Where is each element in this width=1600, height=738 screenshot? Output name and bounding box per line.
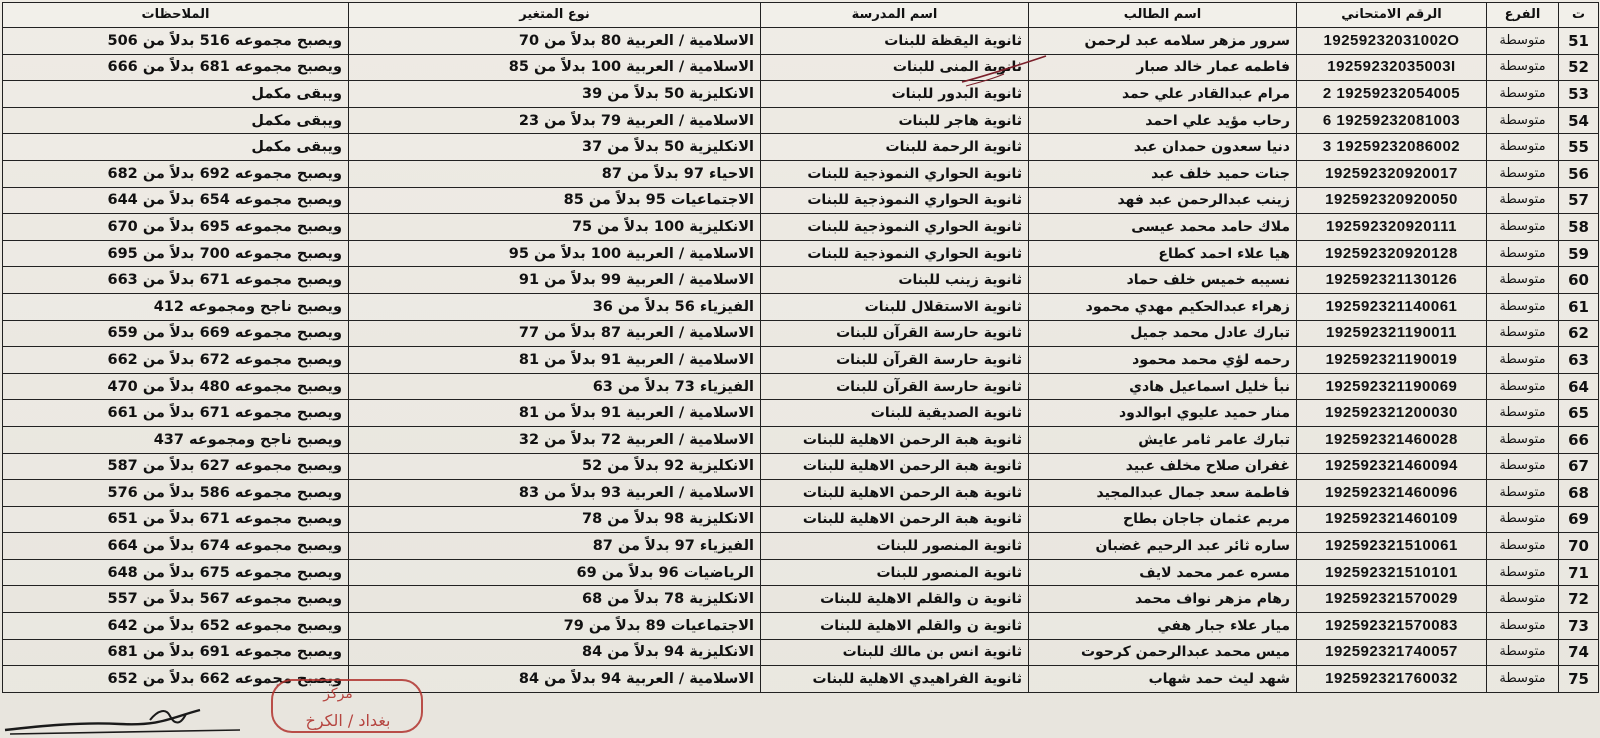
row-number: 58 xyxy=(1559,214,1599,241)
branch-cell: متوسطة xyxy=(1487,480,1559,507)
table-row xyxy=(3,320,1599,347)
change-type-cell: الانكليزية 100 بدلاً من 75 xyxy=(349,214,761,241)
student-name-cell: مسره عمر محمد لايف xyxy=(1029,559,1297,586)
branch-cell: متوسطة xyxy=(1487,506,1559,533)
exam-number-cell: 192592321130126 xyxy=(1297,267,1487,294)
student-name-cell: ميس محمد عبدالرحمن كرحوت xyxy=(1029,639,1297,666)
row-number: 62 xyxy=(1559,320,1599,347)
notes-cell: ويصبح مجموعه 671 بدلاً من 651 xyxy=(3,506,349,533)
row-number: 51 xyxy=(1559,28,1599,55)
exam-number-cell: 192592320920017 xyxy=(1297,160,1487,187)
change-type-cell: الانكليزية 94 بدلاً من 84 xyxy=(349,639,761,666)
school-name-cell: ثانوية هبة الرحمن الاهلية للبنات xyxy=(761,453,1029,480)
student-name-cell: مرام عبدالقادر علي حمد xyxy=(1029,81,1297,108)
row-number: 59 xyxy=(1559,240,1599,267)
row-number: 71 xyxy=(1559,559,1599,586)
change-type-cell: الاسلامية / العربية 100 بدلاً من 95 xyxy=(349,240,761,267)
row-number: 53 xyxy=(1559,81,1599,108)
notes-cell: ويصبح مجموعه 567 بدلاً من 557 xyxy=(3,586,349,613)
notes-cell: ويصبح مجموعه 654 بدلاً من 644 xyxy=(3,187,349,214)
table-row xyxy=(3,240,1599,267)
school-name-cell: ثانوية الحواري النموذجية للبنات xyxy=(761,187,1029,214)
row-number: 61 xyxy=(1559,293,1599,320)
table-row xyxy=(3,400,1599,427)
school-name-cell: ثانوية الصديقية للبنات xyxy=(761,400,1029,427)
notes-cell: ويصبح مجموعه 480 بدلاً من 470 xyxy=(3,373,349,400)
school-name-cell: ثانوية البدور للبنات xyxy=(761,81,1029,108)
table-row xyxy=(3,506,1599,533)
row-number: 75 xyxy=(1559,666,1599,693)
notes-cell: ويصبح مجموعه 695 بدلاً من 670 xyxy=(3,214,349,241)
branch-cell: متوسطة xyxy=(1487,613,1559,640)
school-name-cell: ثانوية حارسة القرآن للبنات xyxy=(761,373,1029,400)
change-type-cell: الفيزياء 97 بدلاً من 87 xyxy=(349,533,761,560)
change-type-cell: الانكليزية 50 بدلاً من 39 xyxy=(349,81,761,108)
results-table xyxy=(2,2,1599,693)
branch-cell: متوسطة xyxy=(1487,134,1559,161)
school-name-cell: ثانوية المنصور للبنات xyxy=(761,533,1029,560)
school-name-cell: ثانوية هبة الرحمن الاهلية للبنات xyxy=(761,480,1029,507)
table-row xyxy=(3,639,1599,666)
exam-number-cell: 192592320920050 xyxy=(1297,187,1487,214)
school-name-cell: ثانوية الرحمة للبنات xyxy=(761,134,1029,161)
exam-number-cell: 19259232081003 6 xyxy=(1297,107,1487,134)
student-name-cell: هيا علاء احمد كطاع xyxy=(1029,240,1297,267)
change-type-cell: الاسلامية / العربية 79 بدلاً من 23 xyxy=(349,107,761,134)
school-name-cell: ثانوية هاجر للبنات xyxy=(761,107,1029,134)
branch-cell: متوسطة xyxy=(1487,453,1559,480)
notes-cell: ويصبح مجموعه 672 بدلاً من 662 xyxy=(3,347,349,374)
stamp-line-2: بغداد / الكرخ xyxy=(305,711,391,730)
student-name-cell: رحاب مؤيد علي احمد xyxy=(1029,107,1297,134)
notes-cell: ويصبح مجموعه 627 بدلاً من 587 xyxy=(3,453,349,480)
exam-number-cell: 19259232031002O xyxy=(1297,28,1487,55)
student-name-cell: نبأ خليل اسماعيل هادي xyxy=(1029,373,1297,400)
school-name-cell: ثانوية حارسة القرآن للبنات xyxy=(761,347,1029,374)
table-row xyxy=(3,453,1599,480)
header-change-type: نوع المتغير xyxy=(349,3,761,28)
notes-cell: ويصبح مجموعه 652 بدلاً من 642 xyxy=(3,613,349,640)
exam-number-cell: 19259232035003I xyxy=(1297,54,1487,81)
change-type-cell: الاسلامية / العربية 93 بدلاً من 83 xyxy=(349,480,761,507)
branch-cell: متوسطة xyxy=(1487,293,1559,320)
change-type-cell: الاسلامية / العربية 99 بدلاً من 91 xyxy=(349,267,761,294)
branch-cell: متوسطة xyxy=(1487,160,1559,187)
branch-cell: متوسطة xyxy=(1487,373,1559,400)
school-name-cell: ثانوية الحواري النموذجية للبنات xyxy=(761,214,1029,241)
school-name-cell: ثانوية المنى للبنات xyxy=(761,54,1029,81)
notes-cell: ويصبح مجموعه 671 بدلاً من 663 xyxy=(3,267,349,294)
stamp-line-1: مركز xyxy=(323,686,353,702)
student-name-cell: فاطمة سعد جمال عبدالمجيد xyxy=(1029,480,1297,507)
student-name-cell: جنات حميد خلف عبد xyxy=(1029,160,1297,187)
header-branch: الفرع xyxy=(1487,3,1559,28)
notes-cell: ويصبح مجموعه 516 بدلاً من 506 xyxy=(3,28,349,55)
notes-cell: ويصبح مجموعه 671 بدلاً من 661 xyxy=(3,400,349,427)
school-name-cell: ثانوية الفراهيدي الاهلية للبنات xyxy=(761,666,1029,693)
school-name-cell: ثانوية هبة الرحمن الاهلية للبنات xyxy=(761,506,1029,533)
notes-cell: ويصبح مجموعه 674 بدلاً من 664 xyxy=(3,533,349,560)
notes-cell: ويصبح مجموعه 669 بدلاً من 659 xyxy=(3,320,349,347)
school-name-cell: ثانوية الحواري النموذجية للبنات xyxy=(761,160,1029,187)
table-row xyxy=(3,214,1599,241)
exam-number-cell: 192592321190019 xyxy=(1297,347,1487,374)
branch-cell: متوسطة xyxy=(1487,400,1559,427)
student-name-cell: رحمه لؤي محمد محمود xyxy=(1029,347,1297,374)
exam-number-cell: 192592321570029 xyxy=(1297,586,1487,613)
branch-cell: متوسطة xyxy=(1487,639,1559,666)
exam-number-cell: 192592321140061 xyxy=(1297,293,1487,320)
exam-number-cell: 192592321200030 xyxy=(1297,400,1487,427)
row-number: 52 xyxy=(1559,54,1599,81)
notes-cell: ويصبح ناجح ومجموعه 412 xyxy=(3,293,349,320)
branch-cell: متوسطة xyxy=(1487,187,1559,214)
branch-cell: متوسطة xyxy=(1487,240,1559,267)
table-row xyxy=(3,160,1599,187)
table-row xyxy=(3,426,1599,453)
exam-number-cell: 192592321460028 xyxy=(1297,426,1487,453)
school-name-cell: ثانوية انس بن مالك للبنات xyxy=(761,639,1029,666)
school-name-cell: ثانوية المنصور للبنات xyxy=(761,559,1029,586)
row-number: 60 xyxy=(1559,267,1599,294)
exam-number-cell: 192592321510101 xyxy=(1297,559,1487,586)
row-number: 74 xyxy=(1559,639,1599,666)
exam-number-cell: 192592321460109 xyxy=(1297,506,1487,533)
school-name-cell: ثانوية زينب للبنات xyxy=(761,267,1029,294)
header-school-name: اسم المدرسة xyxy=(761,3,1029,28)
table-row xyxy=(3,187,1599,214)
exam-number-cell: 19259232086002 3 xyxy=(1297,134,1487,161)
student-name-cell: دنيا سعدون حمدان عبد xyxy=(1029,134,1297,161)
notes-cell: ويبقى مكمل xyxy=(3,81,349,108)
school-name-cell: ثانوية اليقظة للبنات xyxy=(761,28,1029,55)
student-name-cell: فاطمه عمار خالد صبار xyxy=(1029,54,1297,81)
row-number: 69 xyxy=(1559,506,1599,533)
student-name-cell: رهام مزهر نواف محمد xyxy=(1029,586,1297,613)
row-number: 70 xyxy=(1559,533,1599,560)
school-name-cell: ثانوية ن والقلم الاهلية للبنات xyxy=(761,586,1029,613)
branch-cell: متوسطة xyxy=(1487,559,1559,586)
table-row xyxy=(3,666,1599,693)
student-name-cell: غفران صلاح مخلف عبيد xyxy=(1029,453,1297,480)
school-name-cell: ثانوية هبة الرحمن الاهلية للبنات xyxy=(761,426,1029,453)
branch-cell: متوسطة xyxy=(1487,666,1559,693)
change-type-cell: الفيزياء 73 بدلاً من 63 xyxy=(349,373,761,400)
change-type-cell: الانكليزية 98 بدلاً من 78 xyxy=(349,506,761,533)
notes-cell: ويصبح ناجح ومجموعه 437 xyxy=(3,426,349,453)
table-row xyxy=(3,81,1599,108)
change-type-cell: الاسلامية / العربية 91 بدلاً من 81 xyxy=(349,347,761,374)
notes-cell: ويصبح مجموعه 691 بدلاً من 681 xyxy=(3,639,349,666)
table-row xyxy=(3,480,1599,507)
student-name-cell: زينب عبدالرحمن عبد فهد xyxy=(1029,187,1297,214)
notes-cell: ويصبح مجموعه 675 بدلاً من 648 xyxy=(3,559,349,586)
branch-cell: متوسطة xyxy=(1487,586,1559,613)
row-number: 65 xyxy=(1559,400,1599,427)
table-row xyxy=(3,293,1599,320)
notes-cell: ويصبح مجموعه 700 بدلاً من 695 xyxy=(3,240,349,267)
table-row xyxy=(3,267,1599,294)
branch-cell: متوسطة xyxy=(1487,320,1559,347)
change-type-cell: الاسلامية / العربية 91 بدلاً من 81 xyxy=(349,400,761,427)
header-exam-number: الرقم الامتحاني xyxy=(1297,3,1487,28)
notes-cell: ويصبح مجموعه 692 بدلاً من 682 xyxy=(3,160,349,187)
table-row xyxy=(3,107,1599,134)
exam-number-cell: 192592320920128 xyxy=(1297,240,1487,267)
change-type-cell: الاسلامية / العربية 80 بدلاً من 70 xyxy=(349,28,761,55)
row-number: 55 xyxy=(1559,134,1599,161)
row-number: 66 xyxy=(1559,426,1599,453)
school-name-cell: ثانوية ن والقلم الاهلية للبنات xyxy=(761,613,1029,640)
table-row xyxy=(3,373,1599,400)
student-name-cell: سرور مزهر سلامه عبد لرحمن xyxy=(1029,28,1297,55)
change-type-cell: الاسلامية / العربية 72 بدلاً من 32 xyxy=(349,426,761,453)
student-name-cell: شهد ليث حمد شهاب xyxy=(1029,666,1297,693)
student-name-cell: تبارك عادل محمد جميل xyxy=(1029,320,1297,347)
branch-cell: متوسطة xyxy=(1487,81,1559,108)
table-row xyxy=(3,54,1599,81)
row-number: 67 xyxy=(1559,453,1599,480)
exam-number-cell: 192592321760032 xyxy=(1297,666,1487,693)
table-row xyxy=(3,586,1599,613)
notes-cell: ويصبح مجموعه 681 بدلاً من 666 xyxy=(3,54,349,81)
table-row xyxy=(3,559,1599,586)
exam-number-cell: 19259232054005 2 xyxy=(1297,81,1487,108)
table-row xyxy=(3,28,1599,55)
student-name-cell: منار حميد عليوي ابوالدود xyxy=(1029,400,1297,427)
school-name-cell: ثانوية الحواري النموذجية للبنات xyxy=(761,240,1029,267)
branch-cell: متوسطة xyxy=(1487,267,1559,294)
handwritten-signature xyxy=(0,700,260,738)
branch-cell: متوسطة xyxy=(1487,426,1559,453)
change-type-cell: الاجتماعيات 89 بدلاً من 79 xyxy=(349,613,761,640)
table-row xyxy=(3,347,1599,374)
change-type-cell: الاحياء 97 بدلاً من 87 xyxy=(349,160,761,187)
row-number: 57 xyxy=(1559,187,1599,214)
row-number: 64 xyxy=(1559,373,1599,400)
school-name-cell: ثانوية حارسة القرآن للبنات xyxy=(761,320,1029,347)
student-name-cell: ملاك حامد محمد عيسى xyxy=(1029,214,1297,241)
table-row xyxy=(3,134,1599,161)
table-body xyxy=(3,28,1599,693)
table-row xyxy=(3,533,1599,560)
exam-number-cell: 192592321460096 xyxy=(1297,480,1487,507)
student-name-cell: تبارك عامر ثامر عايش xyxy=(1029,426,1297,453)
change-type-cell: الاسلامية / العربية 100 بدلاً من 85 xyxy=(349,54,761,81)
exam-number-cell: 192592321510061 xyxy=(1297,533,1487,560)
row-number: 54 xyxy=(1559,107,1599,134)
change-type-cell: الاجتماعيات 95 بدلاً من 85 xyxy=(349,187,761,214)
school-name-cell: ثانوية الاستقلال للبنات xyxy=(761,293,1029,320)
student-name-cell: نسيبه خميس خلف حماد xyxy=(1029,267,1297,294)
row-number: 73 xyxy=(1559,613,1599,640)
exam-number-cell: 192592321460094 xyxy=(1297,453,1487,480)
table-header-row xyxy=(3,3,1599,28)
notes-cell: ويبقى مكمل xyxy=(3,134,349,161)
header-student-name: اسم الطالب xyxy=(1029,3,1297,28)
branch-cell: متوسطة xyxy=(1487,54,1559,81)
exam-number-cell: 192592321190069 xyxy=(1297,373,1487,400)
change-type-cell: الاسلامية / العربية 94 بدلاً من 84 xyxy=(349,666,761,693)
exam-number-cell: 192592320920111 xyxy=(1297,214,1487,241)
exam-number-cell: 192592321190011 xyxy=(1297,320,1487,347)
student-name-cell: ساره ثائر عبد الرحيم غضبان xyxy=(1029,533,1297,560)
row-number: 56 xyxy=(1559,160,1599,187)
change-type-cell: الاسلامية / العربية 87 بدلاً من 77 xyxy=(349,320,761,347)
branch-cell: متوسطة xyxy=(1487,347,1559,374)
row-number: 72 xyxy=(1559,586,1599,613)
row-number: 68 xyxy=(1559,480,1599,507)
exam-number-cell: 192592321570083 xyxy=(1297,613,1487,640)
notes-cell: ويصبح مجموعه 586 بدلاً من 576 xyxy=(3,480,349,507)
notes-cell: ويبقى مكمل xyxy=(3,107,349,134)
student-name-cell: مريم عثمان جاجان بطاح xyxy=(1029,506,1297,533)
header-notes: الملاحظات xyxy=(3,3,349,28)
branch-cell: متوسطة xyxy=(1487,28,1559,55)
student-name-cell: ميار علاء جبار هفي xyxy=(1029,613,1297,640)
change-type-cell: الانكليزية 78 بدلاً من 68 xyxy=(349,586,761,613)
change-type-cell: الانكليزية 50 بدلاً من 37 xyxy=(349,134,761,161)
branch-cell: متوسطة xyxy=(1487,107,1559,134)
branch-cell: متوسطة xyxy=(1487,214,1559,241)
exam-number-cell: 192592321740057 xyxy=(1297,639,1487,666)
table-row xyxy=(3,613,1599,640)
row-number: 63 xyxy=(1559,347,1599,374)
student-name-cell: زهراء عبدالحكيم مهدي محمود xyxy=(1029,293,1297,320)
branch-cell: متوسطة xyxy=(1487,533,1559,560)
change-type-cell: الفيزياء 56 بدلاً من 36 xyxy=(349,293,761,320)
notes-cell: ويصبح مجموعه 662 بدلاً من 652 xyxy=(3,666,349,693)
change-type-cell: الرياضيات 96 بدلاً من 69 xyxy=(349,559,761,586)
change-type-cell: الانكليزية 92 بدلاً من 52 xyxy=(349,453,761,480)
header-num: ت xyxy=(1559,3,1599,28)
